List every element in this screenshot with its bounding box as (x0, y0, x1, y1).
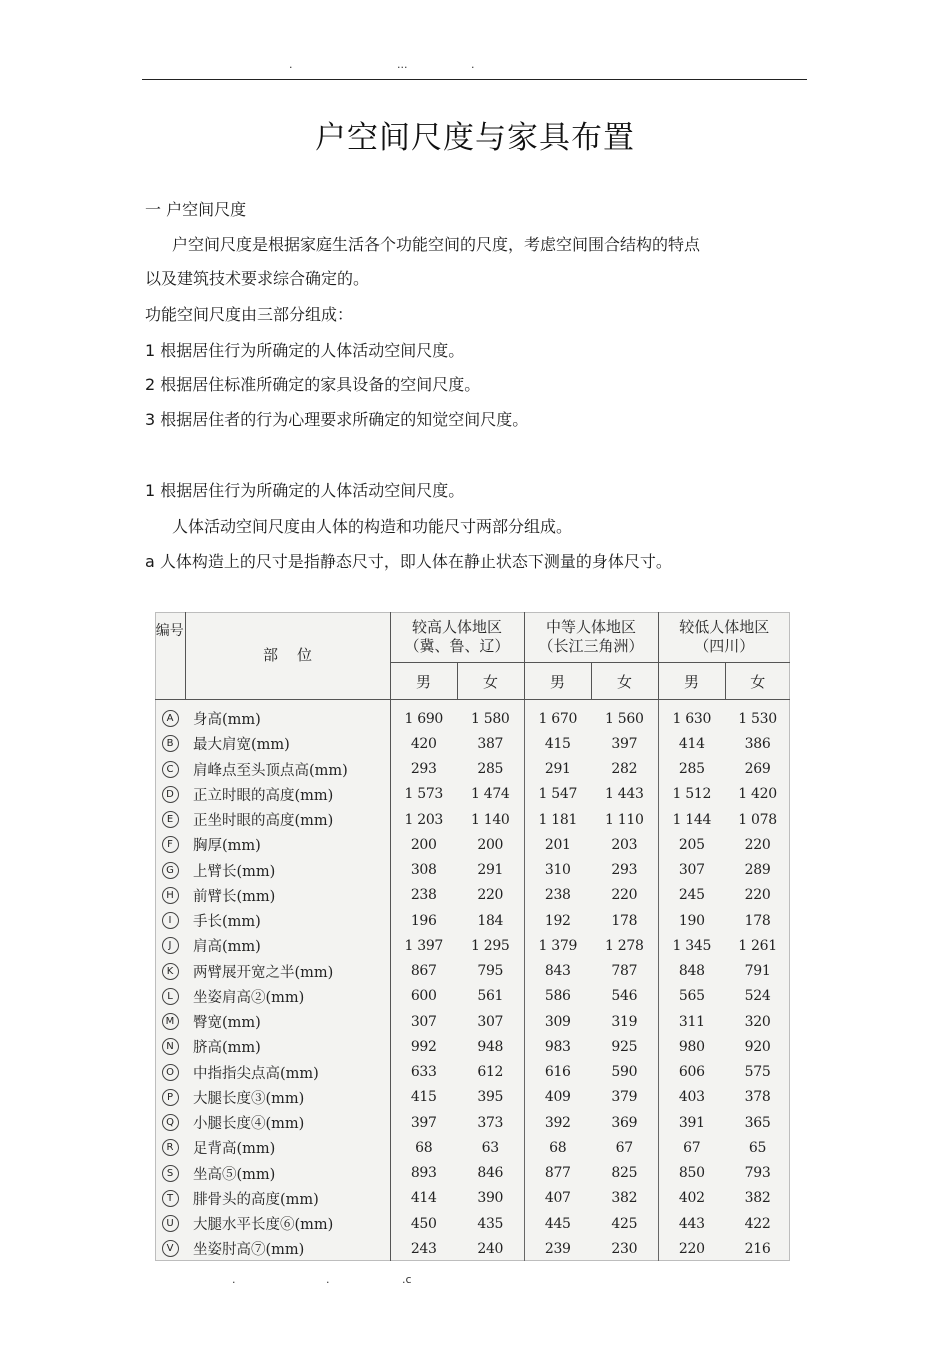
value-cell: 68 (415, 1139, 433, 1156)
value-cell: 409 (524, 1085, 591, 1110)
row-number-badge: J (162, 937, 179, 954)
row-number-cell (155, 782, 185, 807)
sex-header: 男 (658, 663, 725, 700)
value-cell: 269 (744, 761, 771, 778)
row-number-badge: C (162, 761, 179, 778)
value-cell: 565 (658, 984, 725, 1009)
body-part-cell: 前臂长(mm) (185, 883, 390, 908)
value-cell: 414 (658, 731, 725, 756)
intro-line-1: 户空间尺度是根据家庭生活各个功能空间的尺度，考虑空间围合结构的特点 (172, 235, 701, 254)
value-cell: 190 (658, 908, 725, 933)
table-row (155, 858, 790, 883)
value-cell: 192 (524, 908, 591, 933)
value-cell: 220 (611, 887, 638, 904)
value-cell: 178 (744, 912, 771, 929)
row-number-badge: R (162, 1139, 179, 1156)
body-part-cell: 中指指尖点高(mm) (185, 1060, 390, 1085)
group-name: 较高人体地区 (412, 618, 503, 636)
intro-line-2: 以及建筑技术要求综合确定的。 (145, 269, 370, 288)
value-cell: 397 (611, 735, 638, 752)
value-cell: 308 (410, 862, 437, 879)
value-cell: 201 (524, 832, 591, 857)
table-row (155, 1009, 790, 1034)
value-cell: 1 547 (524, 782, 591, 807)
column-header-number: 编号 (155, 612, 185, 700)
table-row (155, 933, 790, 958)
value-cell: 415 (410, 1089, 437, 1106)
page-header-marks (0, 58, 950, 74)
value-cell: 67 (658, 1135, 725, 1160)
row-number-cell (155, 1034, 185, 1059)
table-row (155, 1186, 790, 1211)
row-number-cell (155, 1110, 185, 1135)
item-a: a 人体构造上的尺寸是指静态尺寸，即人体在静止状态下测量的身体尺寸。 (145, 552, 672, 571)
value-cell: 240 (477, 1240, 504, 1257)
group-header-tall (390, 612, 524, 663)
group-region: （四川） (694, 637, 755, 655)
value-cell: 220 (477, 887, 504, 904)
value-cell: 320 (744, 1013, 771, 1030)
header-mark: ... (397, 58, 408, 71)
value-cell: 1 670 (524, 700, 591, 732)
value-cell: 1 144 (658, 807, 725, 832)
body-part-cell: 胸厚(mm) (185, 832, 390, 857)
value-cell: 238 (410, 887, 437, 904)
value-cell: 200 (477, 836, 504, 853)
value-cell: 1 560 (604, 710, 644, 727)
row-number-badge: Q (162, 1114, 179, 1131)
value-cell: 392 (524, 1110, 591, 1135)
value-cell: 415 (524, 731, 591, 756)
value-cell: 848 (658, 959, 725, 984)
value-cell: 245 (658, 883, 725, 908)
value-cell: 1 573 (404, 786, 444, 803)
value-cell: 445 (524, 1211, 591, 1236)
value-cell: 379 (611, 1089, 638, 1106)
table-row (155, 807, 790, 832)
value-cell: 386 (744, 735, 771, 752)
value-cell: 282 (611, 761, 638, 778)
row-number-cell (155, 1186, 185, 1211)
table-row (155, 1135, 790, 1160)
row-number-cell (155, 883, 185, 908)
value-cell: 414 (410, 1190, 437, 1207)
row-number-cell (155, 757, 185, 782)
value-cell: 319 (611, 1013, 638, 1030)
row-number-badge: E (162, 811, 179, 828)
value-cell: 616 (524, 1060, 591, 1085)
body-part-cell: 肩峰点至头顶点高(mm) (185, 757, 390, 782)
value-cell: 200 (410, 836, 437, 853)
row-number-badge: H (162, 887, 179, 904)
group-header-medium (524, 612, 658, 663)
value-cell: 948 (477, 1038, 504, 1055)
value-cell: 1 580 (470, 710, 510, 727)
value-cell: 243 (410, 1240, 437, 1257)
value-cell: 1 630 (658, 700, 725, 732)
value-cell: 369 (611, 1114, 638, 1131)
column-header-part: 部 位 (185, 612, 390, 700)
footer-mark: .c (402, 1273, 412, 1286)
table-row (155, 1110, 790, 1135)
value-cell: 311 (658, 1009, 725, 1034)
value-cell: 893 (410, 1165, 437, 1182)
group-name: 较低人体地区 (679, 618, 770, 636)
value-cell: 391 (658, 1110, 725, 1135)
row-number-badge: G (162, 862, 179, 879)
value-cell: 402 (658, 1186, 725, 1211)
row-number-cell (155, 1060, 185, 1085)
value-cell: 843 (524, 959, 591, 984)
row-number-cell (155, 984, 185, 1009)
value-cell: 65 (748, 1139, 767, 1156)
value-cell: 590 (611, 1064, 638, 1081)
body-part-cell: 肩高(mm) (185, 933, 390, 958)
value-cell: 1 110 (604, 811, 644, 828)
table-row (155, 908, 790, 933)
value-cell: 1 443 (604, 786, 644, 803)
value-cell: 1 345 (658, 933, 725, 958)
section-heading: 一 户空间尺度 (145, 200, 247, 219)
body-part-cell: 两臂展开宽之半(mm) (185, 959, 390, 984)
value-cell: 373 (477, 1114, 504, 1131)
value-cell: 795 (477, 963, 504, 980)
value-cell: 382 (611, 1190, 638, 1207)
value-cell: 387 (477, 735, 504, 752)
value-cell: 1 078 (738, 811, 777, 828)
table-row (155, 1034, 790, 1059)
table-row (155, 959, 790, 984)
sex-header: 女 (725, 663, 790, 700)
value-cell: 791 (744, 963, 771, 980)
table-row (155, 782, 790, 807)
sex-header: 女 (591, 663, 658, 700)
value-cell: 1 261 (738, 937, 777, 954)
value-cell: 203 (611, 836, 638, 853)
row-number-badge: A (162, 710, 179, 727)
page-footer-marks (0, 1273, 950, 1289)
row-number-badge: N (162, 1038, 179, 1055)
row-number-badge: O (162, 1064, 179, 1081)
value-cell: 606 (658, 1060, 725, 1085)
value-cell: 575 (744, 1064, 771, 1081)
row-number-badge: V (162, 1240, 179, 1257)
value-cell: 1 295 (470, 937, 510, 954)
value-cell: 291 (524, 757, 591, 782)
value-cell: 1 203 (404, 811, 444, 828)
row-number-cell (155, 1009, 185, 1034)
value-cell: 395 (477, 1089, 504, 1106)
row-number-badge: M (162, 1013, 179, 1030)
group-region: （长江三角洲） (538, 637, 644, 655)
value-cell: 992 (410, 1038, 437, 1055)
value-cell: 983 (524, 1034, 591, 1059)
subsection-body: 人体活动空间尺度由人体的构造和功能尺寸两部分组成。 (172, 517, 573, 536)
row-number-badge: I (162, 912, 179, 929)
group-header-short (658, 612, 790, 663)
value-cell: 220 (658, 1236, 725, 1261)
value-cell: 443 (658, 1211, 725, 1236)
row-number-cell (155, 832, 185, 857)
value-cell: 1 379 (524, 933, 591, 958)
footer-mark: . (232, 1273, 236, 1286)
value-cell: 612 (477, 1064, 504, 1081)
table-row (155, 1161, 790, 1186)
value-cell: 205 (658, 832, 725, 857)
body-dimensions-table-image (155, 612, 790, 1261)
value-cell: 293 (611, 862, 638, 879)
row-number-cell (155, 858, 185, 883)
body-dimensions-table (155, 612, 790, 1261)
value-cell: 1 140 (470, 811, 510, 828)
value-cell: 420 (410, 735, 437, 752)
value-cell: 407 (524, 1186, 591, 1211)
value-cell: 63 (481, 1139, 499, 1156)
header-mark: . (289, 58, 293, 71)
body-part-cell: 上臂长(mm) (185, 858, 390, 883)
value-cell: 178 (611, 912, 638, 929)
row-number-badge: B (162, 735, 179, 752)
value-cell: 925 (611, 1038, 638, 1055)
row-number-badge: T (162, 1190, 179, 1207)
row-number-badge: D (162, 786, 179, 803)
component-item-1: 1 根据居住行为所确定的人体活动空间尺度。 (145, 341, 465, 360)
row-number-cell (155, 731, 185, 756)
page-title: 户空间尺度与家具布置 (315, 120, 635, 156)
value-cell: 291 (477, 862, 504, 879)
footer-mark: . (326, 1273, 330, 1286)
value-cell: 403 (658, 1085, 725, 1110)
value-cell: 867 (410, 963, 437, 980)
body-part-cell: 正坐时眼的高度(mm) (185, 807, 390, 832)
row-number-badge: L (162, 988, 179, 1005)
row-number-cell (155, 1211, 185, 1236)
value-cell: 1 474 (470, 786, 510, 803)
value-cell: 425 (611, 1215, 638, 1232)
group-name: 中等人体地区 (546, 618, 637, 636)
value-cell: 1 512 (658, 782, 725, 807)
component-item-2: 2 根据居住标准所确定的家具设备的空间尺度。 (145, 375, 481, 394)
table-row (155, 1236, 790, 1261)
components-intro: 功能空间尺度由三部分组成： (145, 305, 354, 324)
header-rule (142, 79, 807, 80)
table-row (155, 984, 790, 1009)
sex-header: 男 (390, 663, 457, 700)
value-cell: 216 (744, 1240, 771, 1257)
table-row (155, 1085, 790, 1110)
value-cell: 1 530 (738, 710, 777, 727)
value-cell: 793 (744, 1165, 771, 1182)
body-part-cell: 臀宽(mm) (185, 1009, 390, 1034)
value-cell: 920 (744, 1038, 771, 1055)
value-cell: 378 (744, 1089, 771, 1106)
body-part-cell: 坐姿肩高②(mm) (185, 984, 390, 1009)
value-cell: 293 (410, 761, 437, 778)
value-cell: 238 (524, 883, 591, 908)
table-body (155, 700, 790, 1262)
value-cell: 68 (524, 1135, 591, 1160)
table-row (155, 832, 790, 857)
value-cell: 1 690 (404, 710, 444, 727)
value-cell: 787 (611, 963, 638, 980)
value-cell: 289 (744, 862, 771, 879)
value-cell: 309 (524, 1009, 591, 1034)
body-part-cell: 坐姿肘高⑦(mm) (185, 1236, 390, 1261)
value-cell: 633 (410, 1064, 437, 1081)
value-cell: 546 (611, 988, 638, 1005)
row-number-cell (155, 807, 185, 832)
component-item-3: 3 根据居住者的行为心理要求所确定的知觉空间尺度。 (145, 410, 529, 429)
value-cell: 220 (744, 887, 771, 904)
row-number-badge: S (162, 1165, 179, 1182)
sex-header: 女 (457, 663, 524, 700)
value-cell: 561 (477, 988, 504, 1005)
value-cell: 196 (410, 912, 437, 929)
value-cell: 825 (611, 1165, 638, 1182)
value-cell: 1 278 (604, 937, 644, 954)
value-cell: 422 (744, 1215, 771, 1232)
value-cell: 877 (524, 1161, 591, 1186)
body-part-cell: 最大肩宽(mm) (185, 731, 390, 756)
value-cell: 586 (524, 984, 591, 1009)
row-number-badge: F (162, 836, 179, 853)
subsection-heading: 1 根据居住行为所确定的人体活动空间尺度。 (145, 481, 465, 500)
table-row (155, 700, 790, 732)
body-part-cell: 手长(mm) (185, 908, 390, 933)
header-mark: . (471, 58, 475, 71)
value-cell: 846 (477, 1165, 504, 1182)
row-number-cell (155, 959, 185, 984)
row-number-cell (155, 933, 185, 958)
group-region: （冀、鲁、辽） (404, 637, 510, 655)
value-cell: 220 (744, 836, 771, 853)
value-cell: 310 (524, 858, 591, 883)
value-cell: 1 397 (404, 937, 444, 954)
value-cell: 382 (744, 1190, 771, 1207)
row-number-badge: U (162, 1215, 179, 1232)
table-row (155, 757, 790, 782)
table-row (155, 731, 790, 756)
value-cell: 1 420 (738, 786, 777, 803)
row-number-cell (155, 700, 185, 732)
value-cell: 450 (410, 1215, 437, 1232)
value-cell: 435 (477, 1215, 504, 1232)
body-part-cell: 坐高⑤(mm) (185, 1161, 390, 1186)
value-cell: 600 (410, 988, 437, 1005)
value-cell: 184 (477, 912, 504, 929)
body-part-cell: 腓骨头的高度(mm) (185, 1186, 390, 1211)
value-cell: 980 (658, 1034, 725, 1059)
body-part-cell: 身高(mm) (185, 700, 390, 732)
value-cell: 239 (524, 1236, 591, 1261)
value-cell: 307 (658, 858, 725, 883)
row-number-cell (155, 1161, 185, 1186)
body-part-cell: 足背高(mm) (185, 1135, 390, 1160)
sex-header: 男 (524, 663, 591, 700)
value-cell: 285 (658, 757, 725, 782)
value-cell: 230 (611, 1240, 638, 1257)
row-number-cell (155, 908, 185, 933)
body-part-cell: 正立时眼的高度(mm) (185, 782, 390, 807)
value-cell: 67 (615, 1139, 633, 1156)
value-cell: 307 (477, 1013, 504, 1030)
table-row (155, 1060, 790, 1085)
value-cell: 285 (477, 761, 504, 778)
row-number-cell (155, 1135, 185, 1160)
row-number-cell (155, 1085, 185, 1110)
value-cell: 850 (658, 1161, 725, 1186)
value-cell: 524 (744, 988, 771, 1005)
body-part-cell: 大腿长度③(mm) (185, 1085, 390, 1110)
value-cell: 307 (410, 1013, 437, 1030)
row-number-badge: P (162, 1089, 179, 1106)
body-part-cell: 脐高(mm) (185, 1034, 390, 1059)
value-cell: 1 181 (524, 807, 591, 832)
row-number-badge: K (162, 963, 179, 980)
body-part-cell: 大腿水平长度⑥(mm) (185, 1211, 390, 1236)
table-row (155, 883, 790, 908)
value-cell: 365 (744, 1114, 771, 1131)
table-row (155, 1211, 790, 1236)
body-part-cell: 小腿长度④(mm) (185, 1110, 390, 1135)
value-cell: 397 (410, 1114, 437, 1131)
value-cell: 390 (477, 1190, 504, 1207)
row-number-cell (155, 1236, 185, 1261)
